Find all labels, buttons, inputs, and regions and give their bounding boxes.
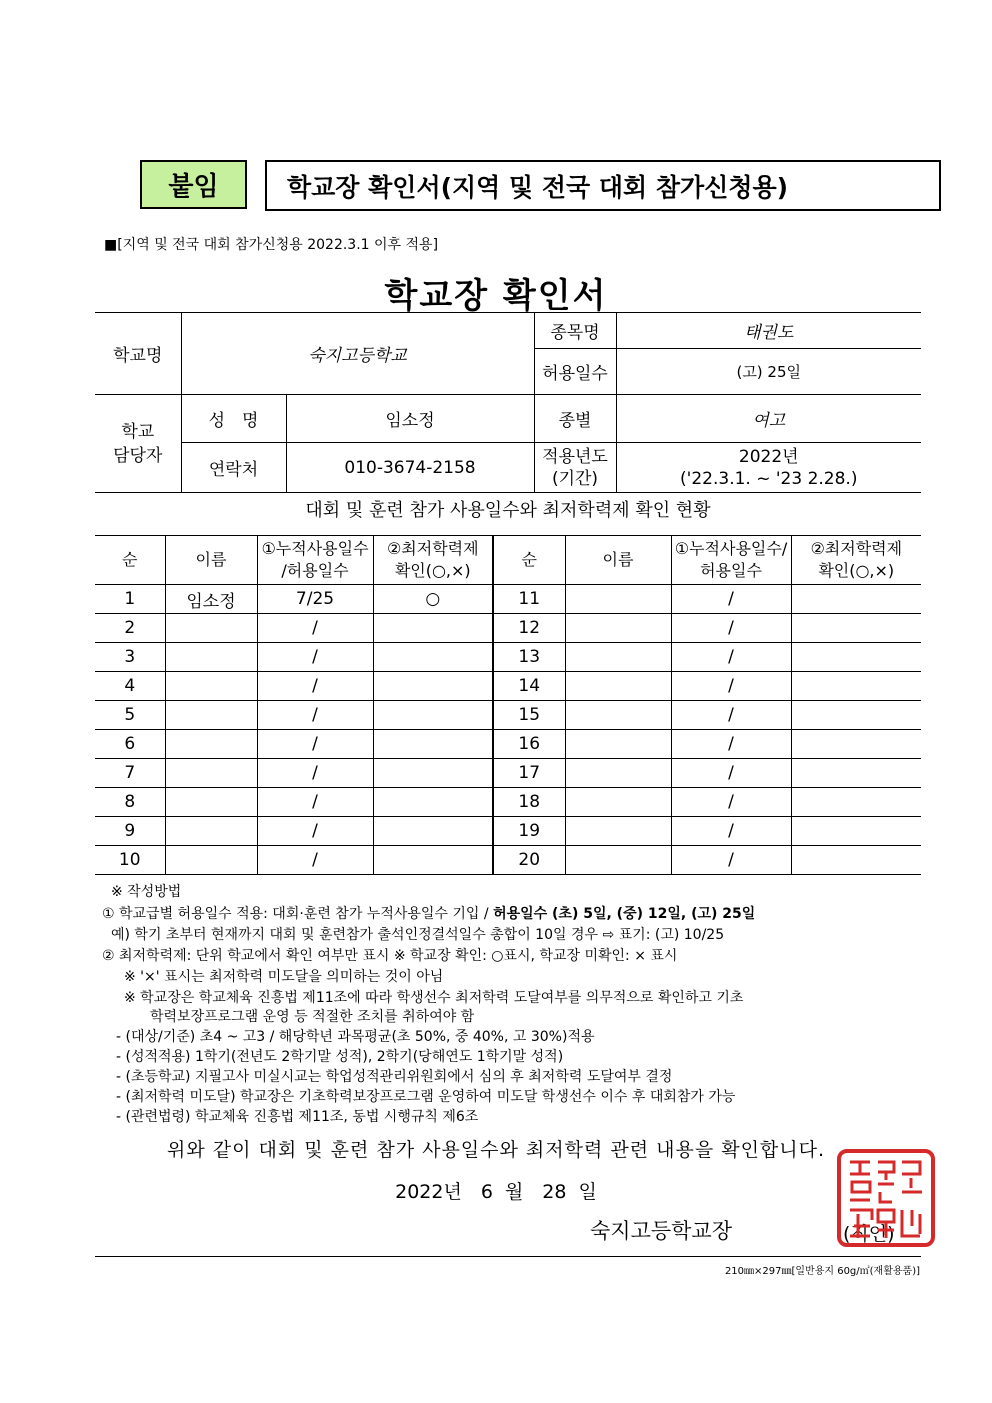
paper-spec-note: 210㎜×297㎜[일반용지 60g/㎡(재활용품)] [724,1266,920,1277]
table-row [95,643,921,672]
contact-value: 010-3674-2158 [286,443,534,493]
table-row [95,846,921,875]
row-no-left: 8 [95,788,165,817]
principal-name: 숙지고등학교장 [590,1219,733,1243]
row-name-left [165,817,257,846]
name-value: 임소정 [286,395,534,443]
table-row [95,730,921,759]
row-days-right: / [671,846,791,875]
school-info-table [95,312,921,493]
row-days-left: / [257,643,373,672]
row-no-right: 12 [493,614,565,643]
table-row [95,672,921,701]
row-no-left: 4 [95,672,165,701]
row-name-right [565,585,671,614]
applicability-notice: ■[지역 및 전국 대회 참가신청용 2022.3.1 이후 적용] [104,237,439,253]
row-name-right [565,817,671,846]
row-check-right [791,817,921,846]
row-days-left: 7/25 [257,585,373,614]
row-days-left: / [257,817,373,846]
table-row [95,788,921,817]
method-line-11: - (관련법령) 학교체육 진흥법 제11조, 동법 시행규칙 제6조 [116,1109,479,1125]
allowed-days-label: 허용일수 [534,349,616,395]
row-no-left: 2 [95,614,165,643]
row-check-left [373,672,493,701]
attachment-badge: 붙임 [140,160,247,209]
table-row [95,614,921,643]
period-value: ('22.3.1. ~ '23 2.28.) [680,468,858,489]
method-line-1-text: ① 학교급별 허용일수 적용: 대회·훈련 참가 누적사용일수 기입 / [102,906,494,922]
row-name-left: 임소정 [165,585,257,614]
form-title-box: 학교장 확인서(지역 및 전국 대회 참가신청용) [265,160,941,211]
row-name-left [165,788,257,817]
row-check-right [791,759,921,788]
row-days-right: / [671,701,791,730]
row-name-right [565,643,671,672]
year-label-line1: 적용년도 [542,446,608,467]
row-days-left: / [257,759,373,788]
year-label [534,443,616,493]
manager-label [95,395,181,493]
method-line-6: 학력보장프로그램 운영 등 적절한 조치를 취하여야 함 [150,1009,475,1025]
school-label: 학교명 [95,313,181,395]
row-check-left [373,817,493,846]
row-check-left [373,614,493,643]
table-row [95,585,921,614]
row-name-right [565,614,671,643]
row-name-left [165,643,257,672]
row-no-right: 14 [493,672,565,701]
year-label-line2: (기간) [551,468,599,489]
table-row [95,759,921,788]
row-no-right: 16 [493,730,565,759]
confirmation-date: 2022년 6 월 28 일 [395,1181,597,1203]
method-line-4: ※ '×' 표시는 최저학력 미도달을 의미하는 것이 아님 [124,969,444,985]
row-name-right [565,759,671,788]
row-days-right: / [671,817,791,846]
row-days-right: / [671,672,791,701]
header-check: ②최저학력제 확인(○,×) [373,536,493,585]
header-days: ①누적사용일수 /허용일수 [257,536,373,585]
row-days-left: / [257,788,373,817]
manager-label-line2: 담당자 [113,445,163,466]
row-days-right: / [671,585,791,614]
category-value: 여고 [616,395,921,443]
school-value: 숙지고등학교 [181,313,534,395]
usage-table [95,535,921,875]
row-days-right: / [671,730,791,759]
year-value: 2022년 [738,446,799,467]
sport-value: 태권도 [616,313,921,349]
row-days-left: / [257,701,373,730]
row-no-right: 20 [493,846,565,875]
row-check-right [791,614,921,643]
row-days-right: / [671,788,791,817]
row-name-left [165,730,257,759]
method-line-5: ※ 학교장은 학교체육 진흥법 제11조에 따라 학생선수 최저학력 도달여부를 의무적으로 확인하고 기초 [124,990,744,1006]
header-name: 이름 [165,536,257,585]
row-check-left [373,701,493,730]
row-days-left: / [257,614,373,643]
row-name-left [165,672,257,701]
row-no-left: 5 [95,701,165,730]
row-days-left: / [257,846,373,875]
row-check-right [791,701,921,730]
header-no: 순 [95,536,165,585]
method-line-3: ② 최저학력제: 단위 학교에서 확인 여부만 표시 ※ 학교장 확인: ○표시, 학교장 미확인: × 표시 [102,948,678,964]
row-days-right: / [671,759,791,788]
row-no-right: 15 [493,701,565,730]
row-no-right: 18 [493,788,565,817]
row-no-left: 7 [95,759,165,788]
header-no-right: 순 [493,536,565,585]
row-no-left: 1 [95,585,165,614]
name-label: 성 명 [181,395,286,443]
row-days-left: / [257,672,373,701]
row-name-right [565,701,671,730]
header-days-right: ①누적사용일수/ 허용일수 [671,536,791,585]
page-title: 학교장 확인서 [384,276,608,316]
header-check-right: ②최저학력제 확인(○,×) [791,536,921,585]
row-check-left: ○ [373,585,493,614]
row-no-left: 3 [95,643,165,672]
row-name-left [165,614,257,643]
usage-header-row [95,536,921,585]
table-row [95,701,921,730]
row-no-left: 10 [95,846,165,875]
row-check-right [791,643,921,672]
row-check-right [791,672,921,701]
manager-label-line1: 학교 [121,421,155,442]
row-name-left [165,846,257,875]
row-check-left [373,846,493,875]
method-line-10: - (최저학력 미도달) 학교장은 기초학력보장프로그램 운영하여 미도달 학생선수 이수 후 대회참가 가능 [116,1089,736,1105]
method-line-8: - (성적적용) 1학기(전년도 2학기말 성적), 2학기(당해연도 1학기말 성적) [116,1049,564,1065]
header-name-right: 이름 [565,536,671,585]
row-days-right: / [671,643,791,672]
method-heading: ※ 작성방법 [111,884,182,900]
row-check-right [791,846,921,875]
year-value-cell [616,443,921,493]
row-no-right: 11 [493,585,565,614]
method-line-7: - (대상/기준) 초4 ~ 고3 / 해당학년 과목평균(초 50%, 중 40%, 고 30%)적용 [116,1029,595,1045]
row-name-left [165,701,257,730]
official-seal-icon [836,1148,936,1248]
sport-label: 종목명 [534,313,616,349]
row-check-left [373,643,493,672]
confirmation-statement: 위와 같이 대회 및 훈련 참가 사용일수와 최저학력 관련 내용을 확인합니다. [166,1139,826,1161]
row-no-right: 19 [493,817,565,846]
category-label: 종별 [534,395,616,443]
table-row [95,817,921,846]
allowed-days-value: (고) 25일 [616,349,921,395]
method-line-2: 예) 학기 초부터 현재까지 대회 및 훈련참가 출석인정결석일수 총합이 10일 경우 ⇨ 표기: (고) 10/25 [111,927,725,943]
row-name-right [565,788,671,817]
row-check-right [791,788,921,817]
seal-label: (직인) [843,1223,895,1245]
row-check-left [373,730,493,759]
section-title: 대회 및 훈련 참가 사용일수와 최저학력제 확인 현황 [305,500,711,521]
method-line-9: - (초등학교) 지필고사 미실시교는 학업성적관리위원회에서 심의 후 최저학력 도달여부 결정 [116,1069,673,1085]
row-no-right: 17 [493,759,565,788]
row-name-right [565,672,671,701]
row-name-left [165,759,257,788]
contact-label: 연락처 [181,443,286,493]
bottom-divider [95,1256,921,1257]
row-check-left [373,759,493,788]
row-name-right [565,730,671,759]
row-no-left: 6 [95,730,165,759]
row-no-right: 13 [493,643,565,672]
method-line-1 [102,904,755,924]
row-check-left [373,788,493,817]
row-days-left: / [257,730,373,759]
row-check-right [791,730,921,759]
method-line-1-bold: 허용일수 (초) 5일, (중) 12일, (고) 25일 [493,906,756,922]
row-check-right [791,585,921,614]
row-days-right: / [671,614,791,643]
row-no-left: 9 [95,817,165,846]
row-name-right [565,846,671,875]
